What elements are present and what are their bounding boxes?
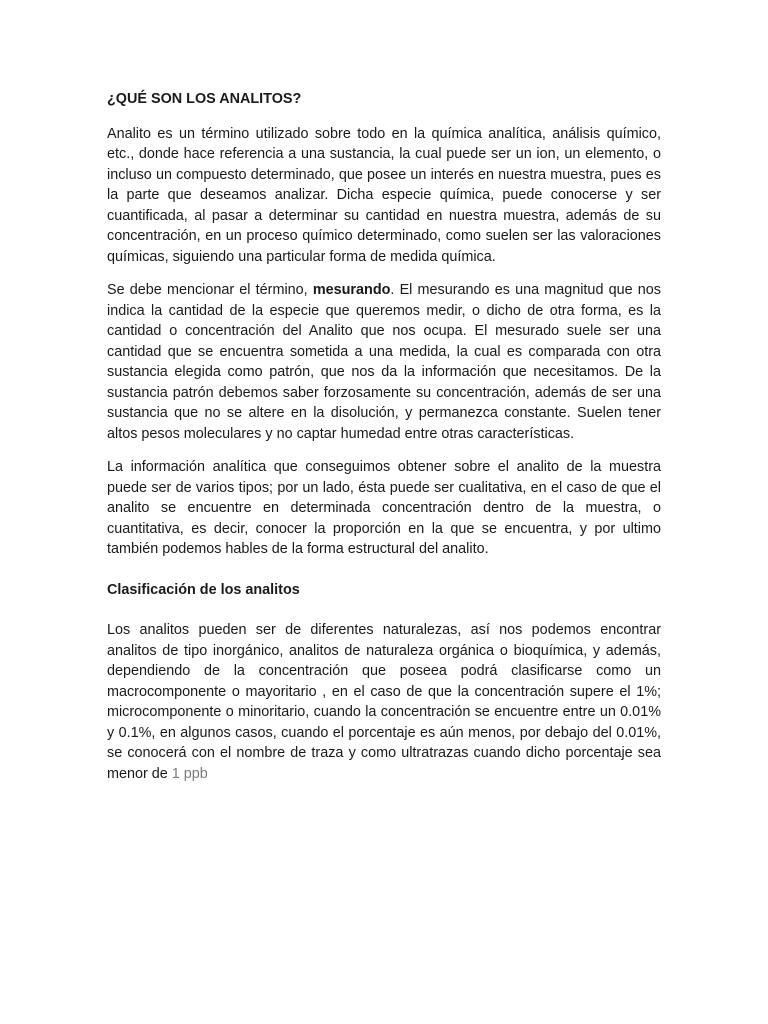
paragraph-definition: Analito es un término utilizado sobre todo en la química analítica, análisis químico, etc., donde hace referencia a una sustancia, la cual puede ser un ion, un elemento, o incluso un compuesto determinado, que posee un interés en nuestra muestra, pues es la parte que deseamos analizar. Dicha especie química, puede conocerse y ser cuantificada, al pasar a determinar su cantidad en nuestra muestra, además de su concentración, en un proceso químico determinado, como suelen ser las valoraciones químicas, siguiendo una particular forma de medida química. — [107, 125, 661, 265]
paragraph-classification — [107, 620, 661, 784]
ppb-link[interactable]: 1 ppb — [171, 765, 208, 782]
paragraph-classification-body: Los analitos pueden ser de diferentes naturalezas, así nos podemos encontrar analitos de tipo inorgánico, analitos de naturaleza orgánica o bioquímica, y además, dependiendo de la concentración que poseea podrá clasificarse como un macrocomponente o mayoritario , en el caso de que la concentración supere el 1%; microcomponente o minoritario, cuando la concentración se encuentre entre un 0.01% y 0.1%, en algunos casos, cuando el porcentaje es aún menos, por debajo del 0.01%, se conocerá con el nombre de traza y como ultratrazas cuando dicho porcentaje sea menor de — [107, 622, 661, 782]
term-mesurando: mesurando — [312, 282, 391, 298]
paragraph-mesurando-intro: Se debe mencionar el término, — [107, 282, 313, 298]
paragraph-information: La información analítica que conseguimos obtener sobre el analito de la muestra puede ser de varios tipos; por un lado, ésta puede ser cualitativa, en el caso de que el analito se encuentre en determinada concentración dentro de la muestra, o cuantitativa, es decir, conocer la proporción en la que se encuentra, y por ultimo también podemos hables de la forma estructural del analito. — [107, 459, 661, 557]
document-page — [107, 89, 661, 784]
paragraph-mesurando — [107, 280, 661, 444]
paragraph-mesurando-body: . El mesurando es una magnitud que nos indica la cantidad de la especie que queremos medir, o dicho de otra forma, es la cantidad o concentración del Analito que nos ocupa. El mesurado suele ser una cantidad que se encuentra sometida a una medida, la cual es comparada con otra sustancia elegida como patrón, que nos da la información que necesitamos. De la sustancia patrón debemos saber forzosamente su concentración, además de ser una sustancia que no se altere en la disolución, y permanezca constante. Suelen tener altos pesos moleculares y no captar humedad entre otras características. — [107, 282, 661, 442]
document-title: ¿QUÉ SON LOS ANALITOS? — [107, 91, 302, 107]
section-heading: Clasificación de los analitos — [107, 581, 300, 598]
